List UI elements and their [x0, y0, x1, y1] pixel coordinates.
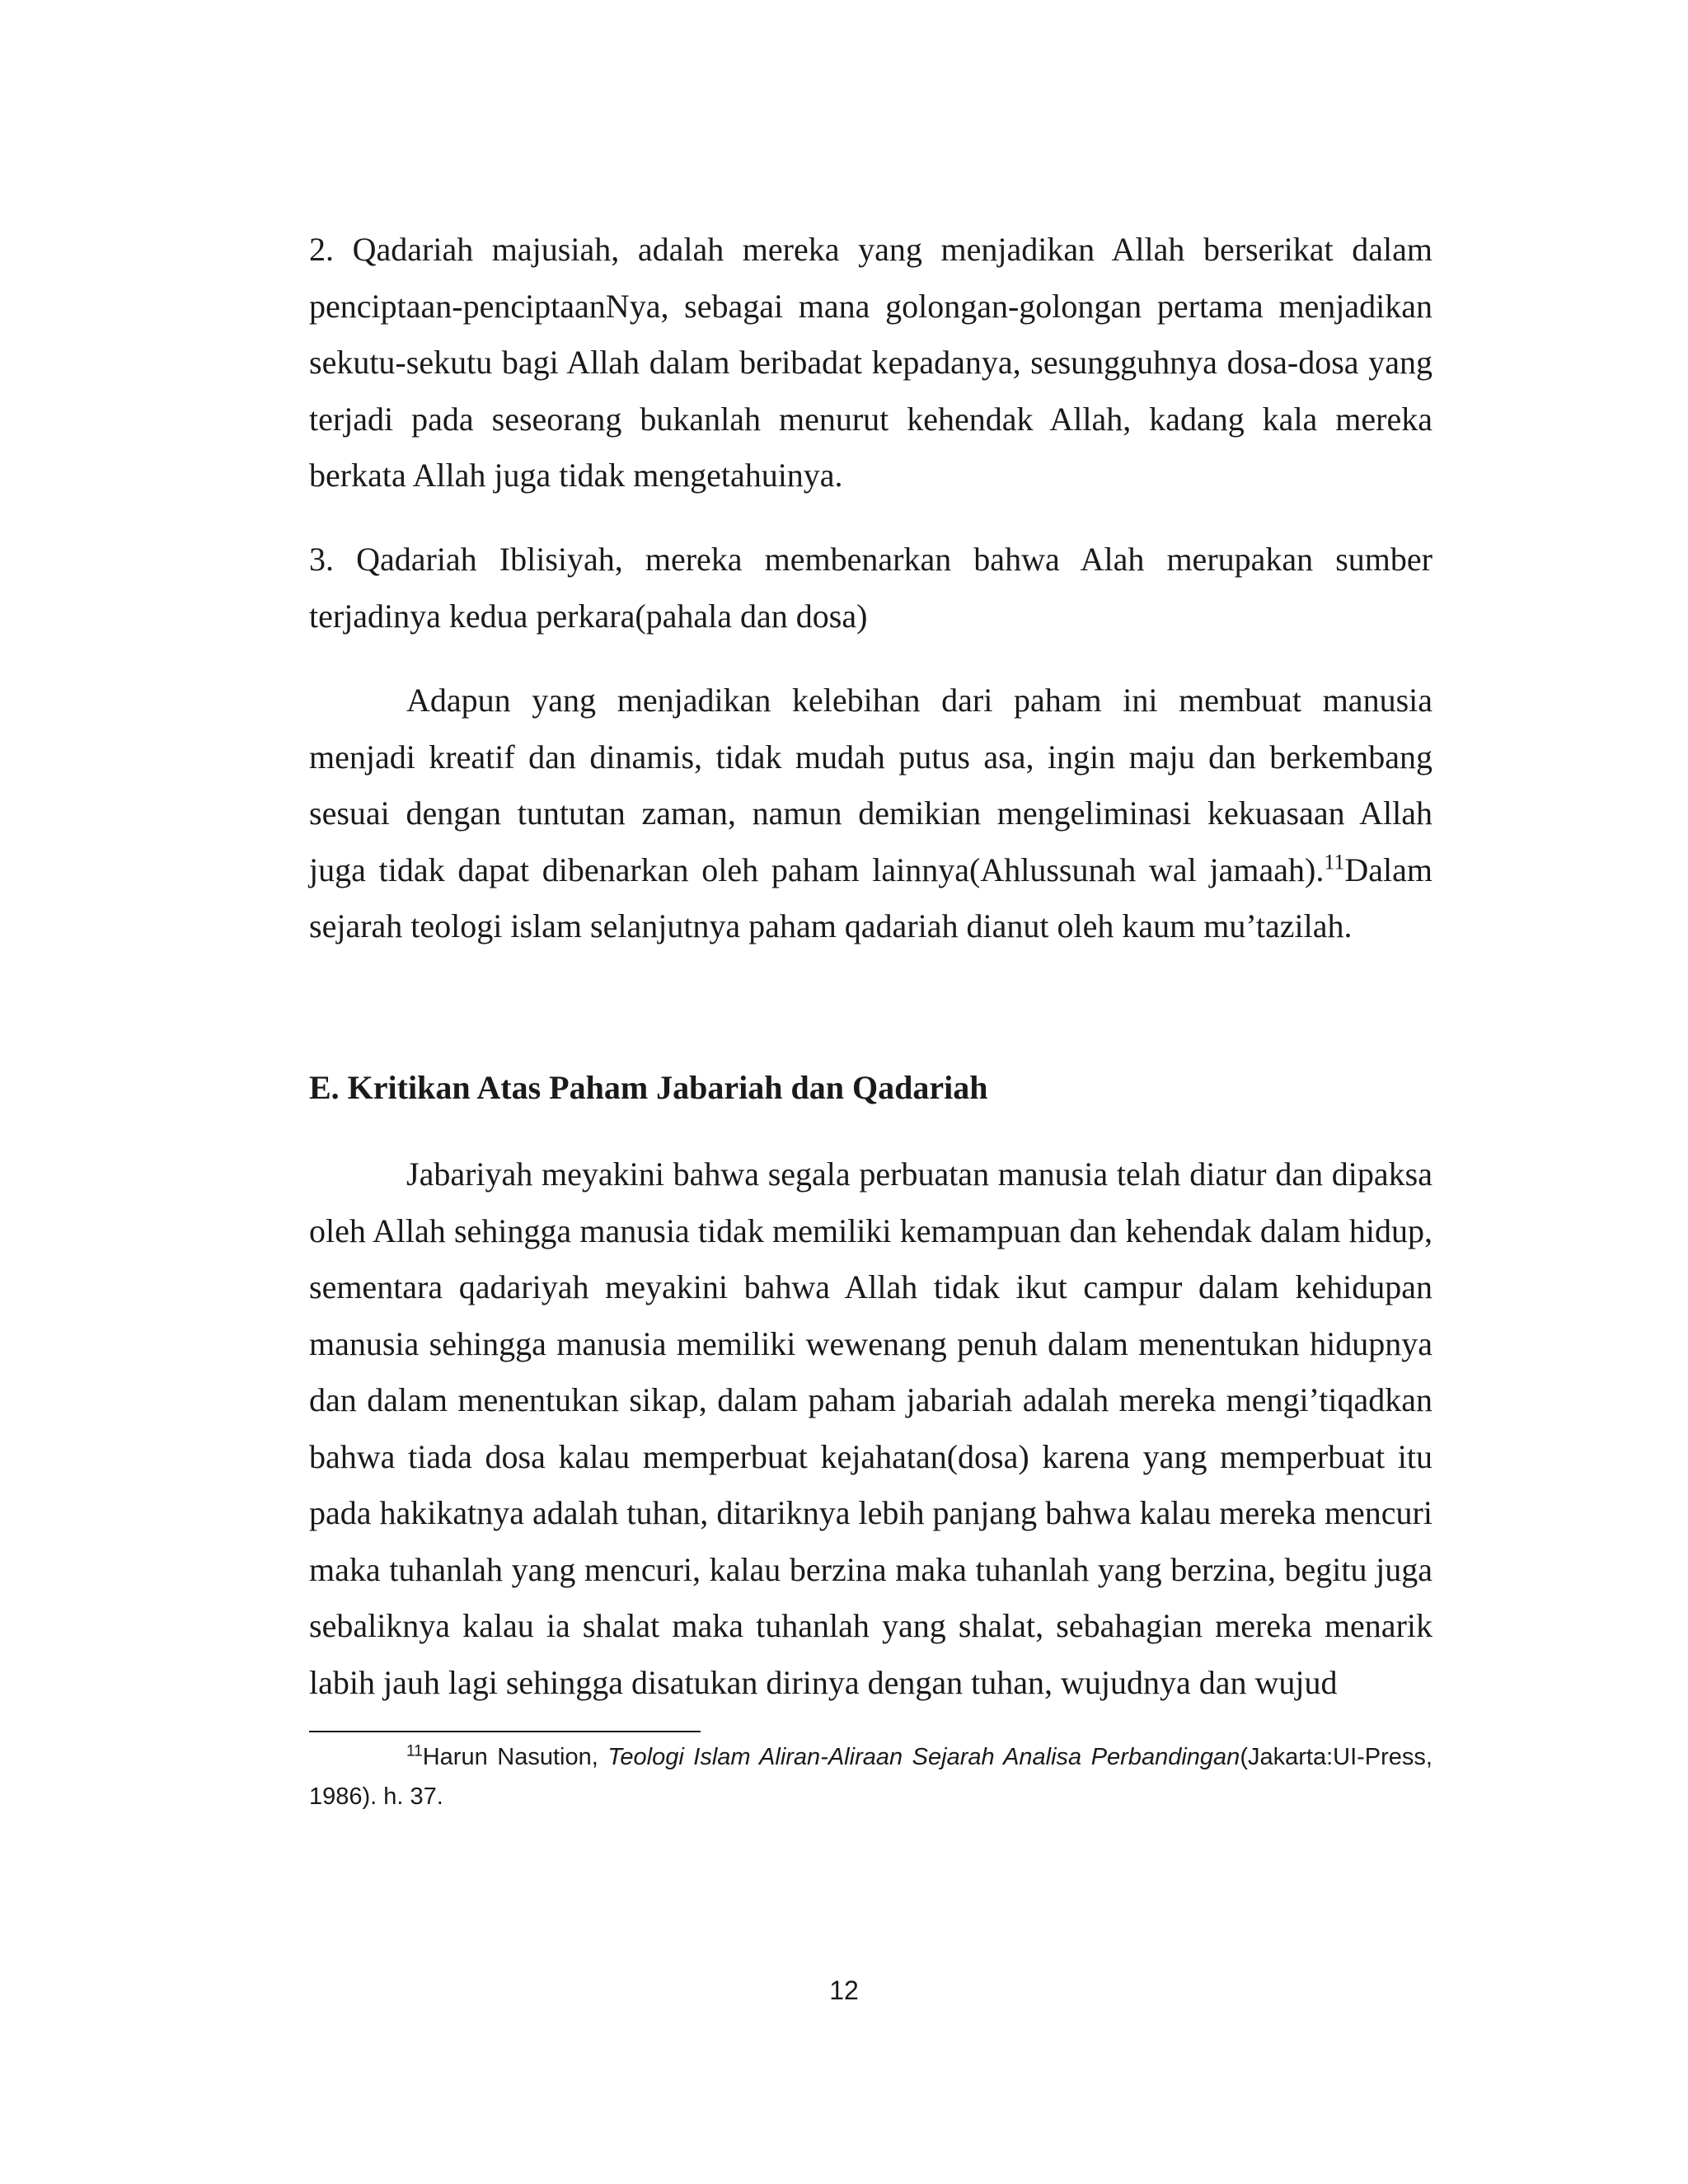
- footnote-author: Harun Nasution,: [422, 1744, 608, 1770]
- list-item-2: [309, 222, 1432, 504]
- paragraph-qadariah-majusiah: 2. Qadariah majusiah, adalah mereka yang menjadikan Allah berserikat dalam penciptaan-penciptaanNya, sebagai mana golongan-golongan pertama menjadikan sekutu-sekutu bagi Allah dalam beribadat kepadanya, sesungguhnya dosa-dosa yang terjadi pada seseorang bukanlah menurut kehendak Allah, kadang kala mereka berkata Allah juga tidak mengetahuinya.: [309, 231, 1432, 494]
- footnote-publication: (Jakarta:UI-Press, 1986). h. 37.: [309, 1744, 1432, 1810]
- list-item-3: [309, 532, 1432, 644]
- paragraph-jabariyah-text: Jabariyah meyakini bahwa segala perbuatan manusia telah diatur dan dipaksa oleh Allah sehingga manusia tidak memiliki kemampuan dan kehendak dalam hidup, sementara qadariyah meyakini bahwa Allah tidak ikut campur dalam kehidupan manusia sehingga manusia memiliki wewenang penuh dalam menentukan hidupnya dan dalam menentukan sikap, dalam paham jabariah adalah mereka mengi’tiqadkan bahwa tiada dosa kalau memperbuat kejahatan(dosa) karena yang memperbuat itu pada hakikatnya adalah tuhan, ditariknya lebih panjang bahwa kalau mereka mencuri maka tuhanlah yang mencuri, kalau berzina maka tuhanlah yang berzina, begitu juga sebaliknya kalau ia shalat maka tuhanlah yang shalat, sebahagian mereka menarik labih jauh lagi sehingga disatukan dirinya dengan tuhan, wujudnya dan wujud: [309, 1155, 1432, 1701]
- footnote-divider: [309, 1731, 701, 1732]
- paragraph-jabariyah: [309, 1146, 1432, 1711]
- paragraph-adapun-text: [309, 673, 1432, 955]
- paragraph-qadariah-iblisiyah: 3. Qadariah Iblisiyah, mereka membenarkan bahwa Alah merupakan sumber terjadinya kedua perkara(pahala dan dosa): [309, 541, 1432, 635]
- footnote: [309, 1737, 1432, 1816]
- page-number: 12: [829, 1975, 859, 2005]
- footnote-reference: 11: [1324, 850, 1345, 874]
- adapun-text-part-2: Dalam sejarah teologi islam selanjutnya paham qadariah dianut oleh kaum mu’tazilah.: [309, 851, 1432, 944]
- footnote-number: 11: [406, 1742, 423, 1760]
- adapun-text-part-1: Adapun yang menjadikan kelebihan dari paham ini membuat manusia menjadi kreatif dan dinamis, tidak mudah putus asa, ingin maju dan berkembang sesuai dengan tuntutan zaman, namun demikian mengeliminasi kekuasaan Allah juga tidak dapat dibenarkan oleh paham lainnya(Ahlussunah wal jamaah).: [309, 682, 1432, 888]
- footnote-title: Teologi Islam Aliran-Aliraan Sejarah Analisa Perbandingan: [607, 1744, 1240, 1770]
- paragraph-adapun: [309, 673, 1432, 955]
- section-heading: E. Kritikan Atas Paham Jabariah dan Qadariah: [309, 1069, 988, 1106]
